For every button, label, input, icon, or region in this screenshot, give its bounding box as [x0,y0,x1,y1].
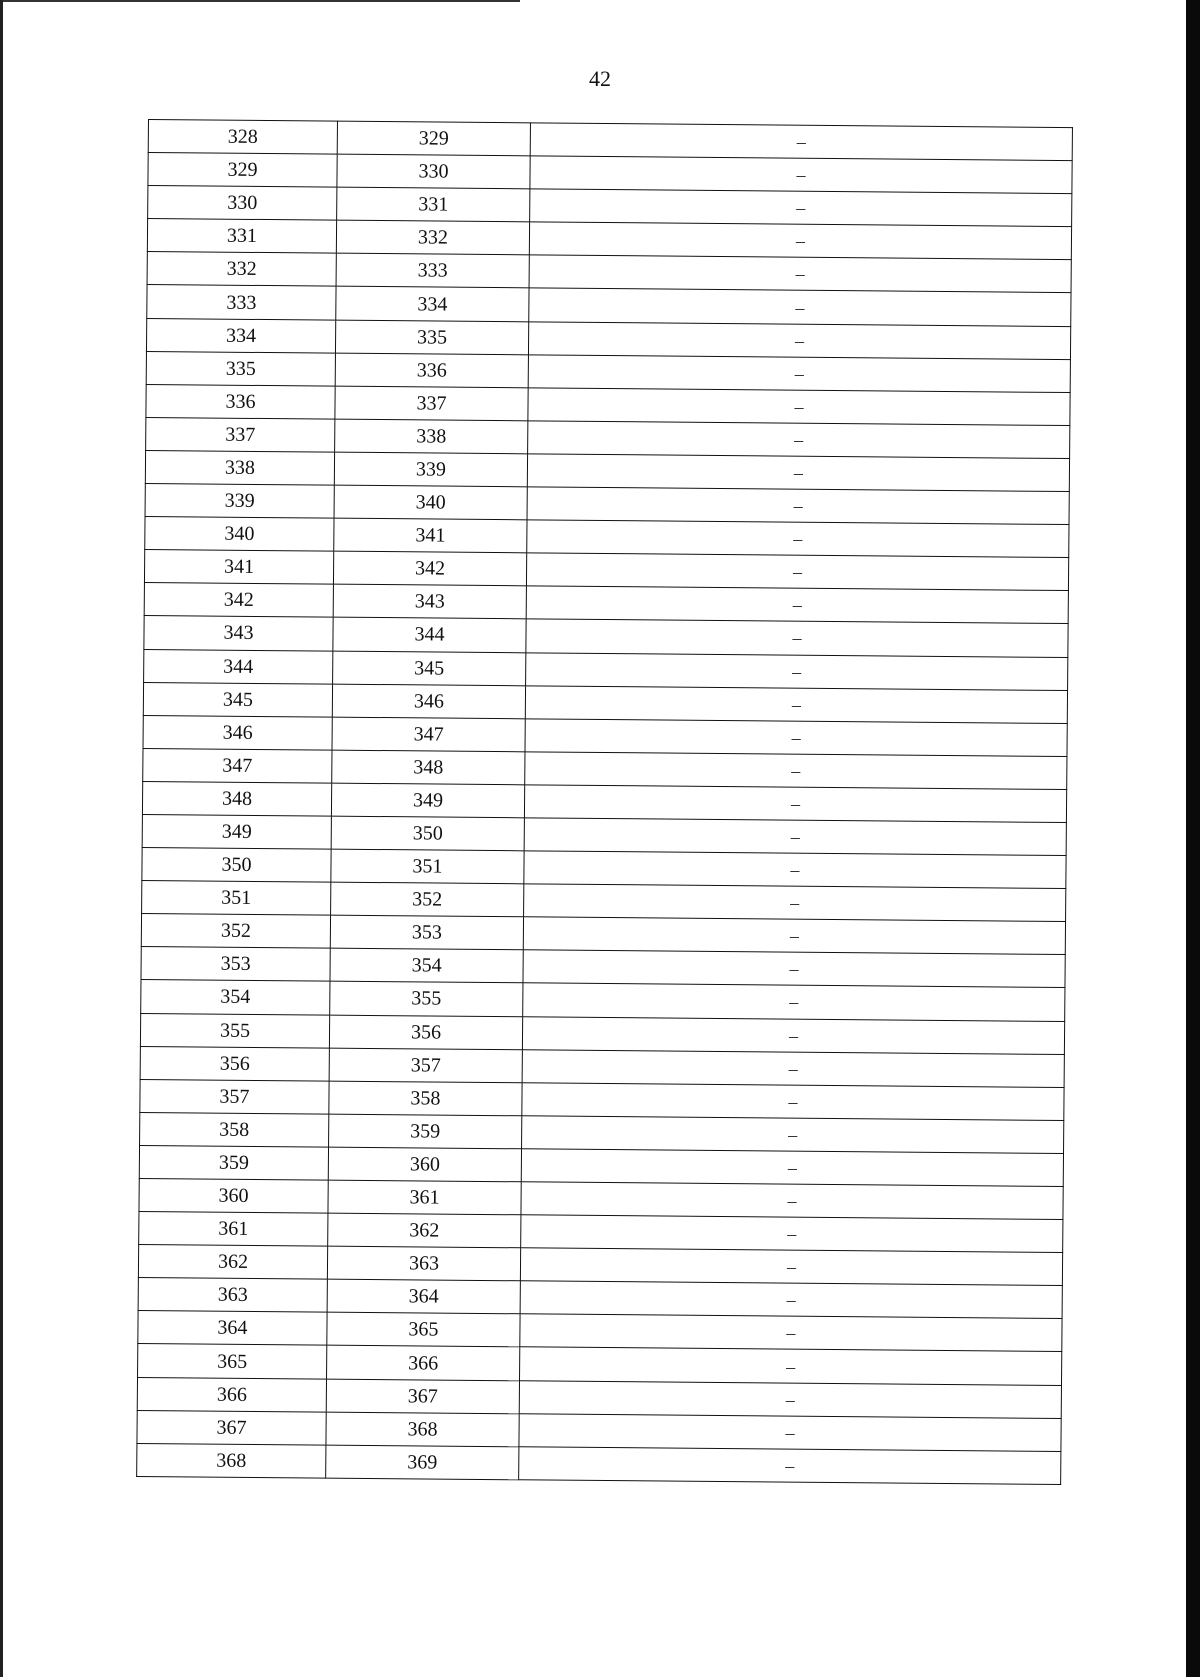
from-number-cell: 344 [144,649,333,684]
to-number-cell: 345 [333,651,526,686]
to-number-cell: 340 [334,485,527,520]
value-cell: – [522,1049,1064,1087]
from-number-cell: 363 [138,1278,327,1313]
from-number-cell: 341 [144,550,333,585]
value-cell: – [520,1347,1062,1385]
value-cell: – [528,354,1070,392]
to-number-cell: 354 [330,948,523,983]
table-row [137,1443,1061,1484]
value-cell: – [519,1447,1061,1485]
from-number-cell: 368 [137,1443,326,1478]
to-number-cell: 341 [334,518,527,553]
from-number-cell: 349 [142,814,331,849]
to-number-cell: 350 [331,816,524,851]
to-number-cell: 334 [336,287,529,322]
to-number-cell: 349 [331,783,524,818]
value-cell: – [527,487,1069,525]
from-number-cell: 350 [142,848,331,883]
from-number-cell: 366 [137,1377,326,1412]
to-number-cell: 358 [329,1081,522,1116]
value-cell: – [520,1281,1062,1319]
from-number-cell: 338 [145,450,334,485]
from-number-cell: 329 [148,153,337,188]
from-number-cell: 331 [147,219,336,254]
value-cell: – [522,1083,1064,1121]
to-number-cell: 351 [331,849,524,884]
from-number-cell: 356 [140,1046,329,1081]
from-number-cell: 351 [142,881,331,916]
value-cell: – [528,321,1070,359]
from-number-cell: 358 [140,1112,329,1147]
value-cell: – [524,785,1066,823]
from-number-cell: 362 [138,1245,327,1280]
value-cell: – [526,553,1068,591]
to-number-cell: 335 [335,320,528,355]
to-number-cell: 367 [326,1379,519,1414]
to-number-cell: 359 [329,1114,522,1149]
value-cell: – [528,421,1070,459]
from-number-cell: 342 [144,583,333,618]
value-cell: – [523,983,1065,1021]
from-number-cell: 334 [146,318,335,353]
to-number-cell: 338 [335,419,528,454]
to-number-cell: 332 [336,220,529,255]
value-cell: – [525,685,1067,723]
value-cell: – [529,222,1071,260]
value-cell: – [526,652,1068,690]
from-number-cell: 353 [141,947,330,982]
to-number-cell: 331 [337,187,530,222]
from-number-cell: 335 [146,351,335,386]
value-cell: – [529,255,1071,293]
to-number-cell: 339 [334,452,527,487]
number-table [136,119,1073,1485]
from-number-cell: 330 [148,186,337,221]
value-cell: – [524,884,1066,922]
from-number-cell: 352 [141,914,330,949]
to-number-cell: 362 [328,1213,521,1248]
from-number-cell: 354 [141,980,330,1015]
to-number-cell: 343 [333,584,526,619]
value-cell: – [520,1248,1062,1286]
scan-left-border [0,0,3,1677]
from-number-cell: 337 [146,417,335,452]
to-number-cell: 353 [330,915,523,950]
value-cell: – [526,586,1068,624]
to-number-cell: 347 [332,717,525,752]
value-cell: – [530,189,1072,227]
value-cell: – [528,388,1070,426]
to-number-cell: 368 [326,1412,519,1447]
from-number-cell: 359 [139,1145,328,1180]
from-number-cell: 360 [139,1178,328,1213]
from-number-cell: 336 [146,384,335,419]
to-number-cell: 346 [332,684,525,719]
from-number-cell: 364 [138,1311,327,1346]
to-number-cell: 355 [330,982,523,1017]
from-number-cell: 348 [142,781,331,816]
value-cell: – [527,520,1069,558]
value-cell: – [519,1413,1061,1451]
value-cell: – [526,619,1068,657]
value-cell: – [525,752,1067,790]
from-number-cell: 361 [139,1212,328,1247]
to-number-cell: 352 [331,882,524,917]
value-cell: – [521,1149,1063,1187]
from-number-cell: 333 [147,285,336,320]
value-cell: – [522,1016,1064,1054]
table-body [137,120,1073,1485]
to-number-cell: 348 [332,750,525,785]
from-number-cell: 365 [138,1344,327,1379]
value-cell: – [529,288,1071,326]
to-number-cell: 337 [335,386,528,421]
from-number-cell: 345 [143,682,332,717]
to-number-cell: 357 [329,1048,522,1083]
from-number-cell: 340 [145,517,334,552]
from-number-cell: 347 [143,748,332,783]
to-number-cell: 330 [337,154,530,189]
value-cell: – [523,950,1065,988]
from-number-cell: 339 [145,484,334,519]
to-number-cell: 329 [337,121,530,156]
to-number-cell: 336 [335,353,528,388]
from-number-cell: 332 [147,252,336,287]
from-number-cell: 355 [140,1013,329,1048]
value-cell: – [522,1116,1064,1154]
to-number-cell: 360 [328,1147,521,1182]
from-number-cell: 346 [143,715,332,750]
to-number-cell: 333 [336,254,529,289]
value-cell: – [527,454,1069,492]
value-cell: – [523,917,1065,955]
value-cell: – [530,123,1072,161]
from-number-cell: 357 [140,1079,329,1114]
from-number-cell: 343 [144,616,333,651]
from-number-cell: 367 [137,1410,326,1445]
value-cell: – [525,719,1067,757]
to-number-cell: 366 [327,1346,520,1381]
value-cell: – [524,818,1066,856]
table-container [136,119,1073,1485]
value-cell: – [524,851,1066,889]
value-cell: – [519,1380,1061,1418]
page-number: 42 [589,66,611,91]
value-cell: – [521,1215,1063,1253]
to-number-cell: 363 [327,1246,520,1281]
to-number-cell: 365 [327,1312,520,1347]
to-number-cell: 356 [329,1015,522,1050]
value-cell: – [521,1182,1063,1220]
to-number-cell: 361 [328,1180,521,1215]
value-cell: – [520,1314,1062,1352]
scan-right-border [1186,0,1200,1677]
to-number-cell: 364 [327,1279,520,1314]
from-number-cell: 328 [148,120,337,155]
to-number-cell: 342 [333,551,526,586]
value-cell: – [530,156,1072,194]
to-number-cell: 344 [333,618,526,653]
to-number-cell: 369 [326,1445,519,1480]
scan-top-rule [0,0,520,2]
